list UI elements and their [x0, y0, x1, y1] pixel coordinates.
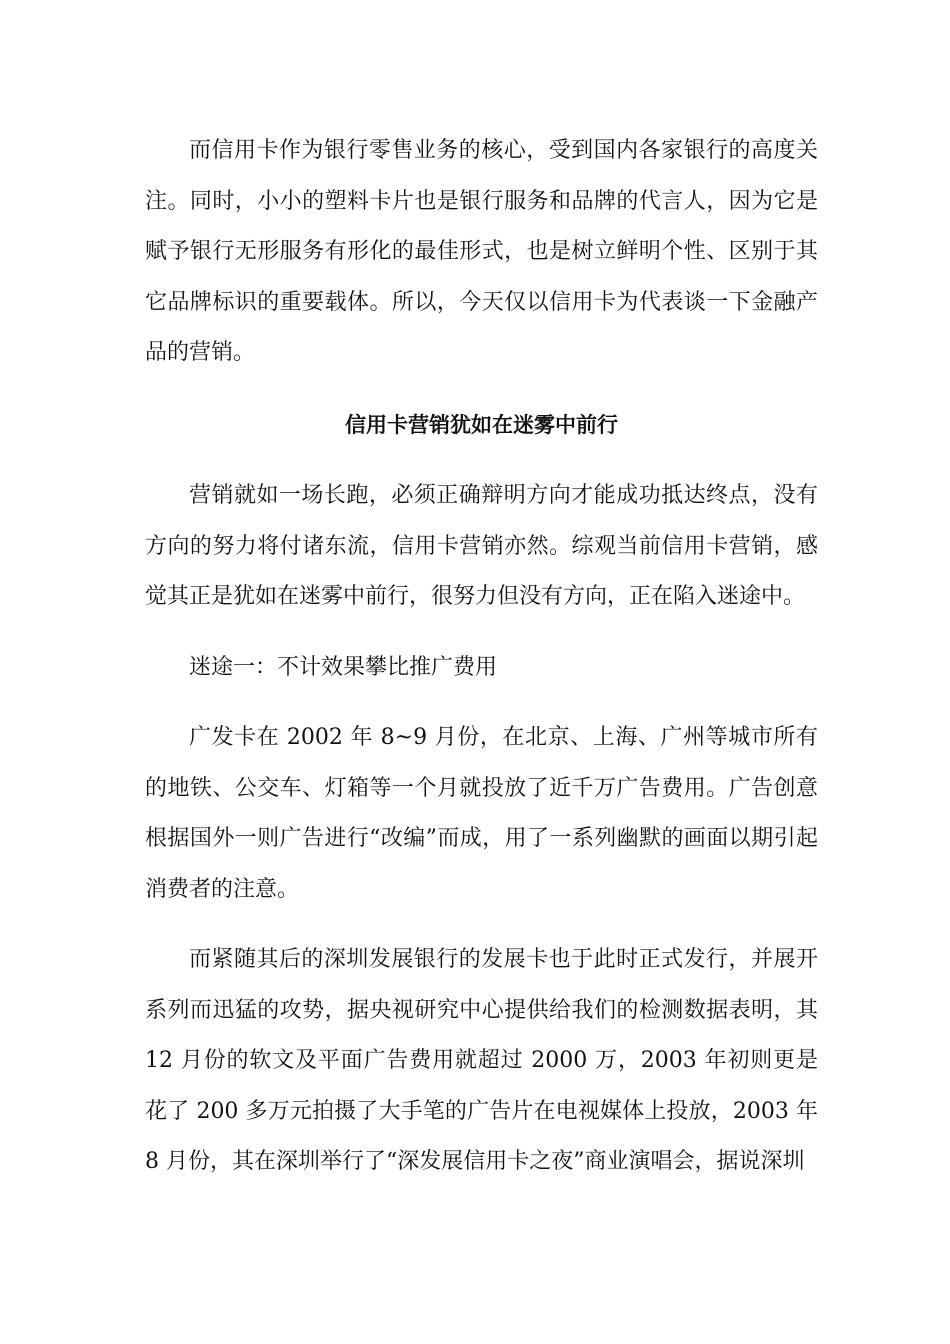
body-paragraph: 营销就如一场长跑，必须正确辩明方向才能成功抵达终点，没有方向的努力将付诸东流，信用卡营销亦然。综观当前信用卡营销，感觉其正是犹如在迷雾中前行，很努力但没有方向，正在陷入迷途中。 [145, 483, 818, 609]
spacer [145, 379, 818, 400]
spacer [145, 693, 818, 713]
section-title: 信用卡营销犹如在迷雾中前行 [345, 412, 618, 437]
spacer [145, 623, 818, 643]
document-body [145, 126, 818, 1188]
intro-paragraph: 而信用卡作为银行零售业务的核心，受到国内各家银行的高度关注。同时，小小的塑料卡片也是银行服务和品牌的代言人，因为它是赋予银行无形服务有形化的最佳形式，也是树立鲜明个性、区别于其它品牌标识的重要载体。所以，今天仅以信用卡为代表谈一下金融产品的营销。 [145, 138, 818, 365]
subheading-paragraph: 迷途一：不计效果攀比推广费用 [189, 654, 498, 680]
body-paragraph: 广发卡在 2002 年 8~9 月份，在北京、上海、广州等城市所有的地铁、公交车、灯箱等一个月就投放了近千万广告费用。广告创意根据国外一则广告进行“改编”而成，用了一系列幽默的画面以期引起消费者的注意。 [145, 725, 818, 902]
spacer [145, 915, 818, 935]
spacer [145, 450, 818, 471]
body-paragraph: 而紧随其后的深圳发展银行的发展卡也于此时正式发行，并展开系列而迅猛的攻势，据央视研究中心提供给我们的检测数据表明，其 12 月份的软文及平面广告费用就超过 2000 万，2003 年初则更是花了 200 多万元拍摄了大手笔的广告片在电视媒体上投放，2003 年 8 月份，其在深圳举行了“深发展信用卡之夜”商业演唱会，据说深圳 [145, 947, 818, 1174]
